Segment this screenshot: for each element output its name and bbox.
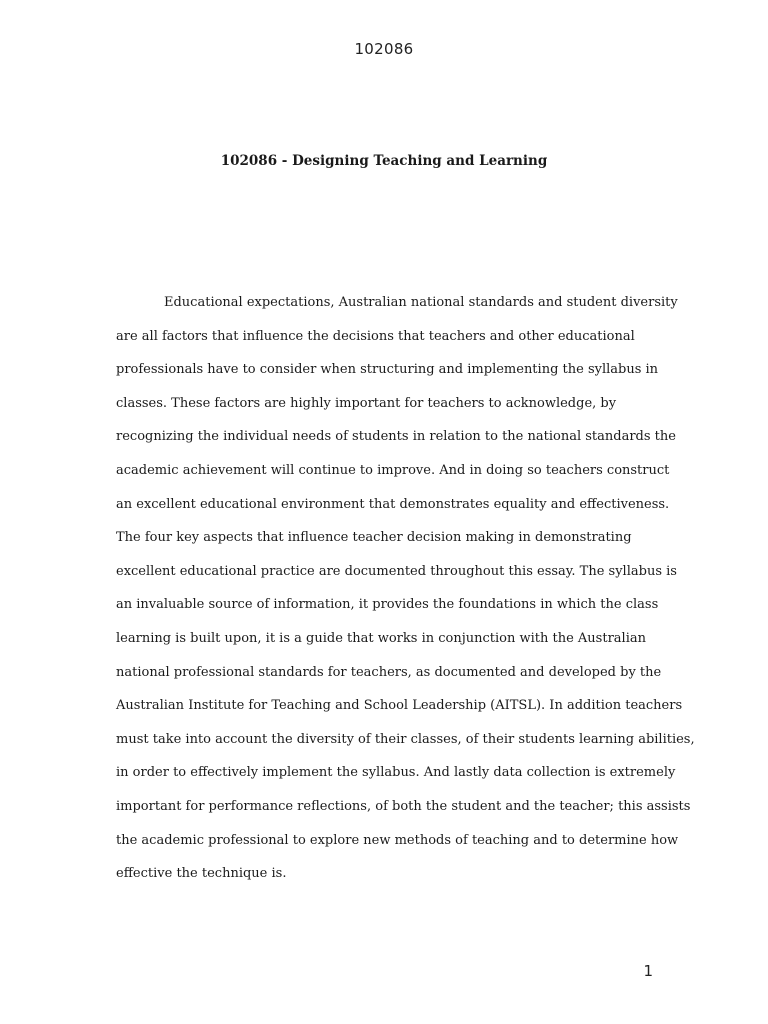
- running-header: 102086: [354, 40, 414, 58]
- body-paragraph: [116, 286, 695, 891]
- paragraph-line: in order to effectively implement the syllabus. And lastly data collection is extremely: [116, 765, 676, 781]
- paragraph-line: professionals have to consider when structuring and implementing the syllabus in: [116, 362, 659, 378]
- paragraph-line: an invaluable source of information, it provides the foundations in which the class: [116, 597, 659, 613]
- paragraph-line: recognizing the individual needs of students in relation to the national standards the: [116, 429, 676, 445]
- paragraph-line: classes. These factors are highly important for teachers to acknowledge, by: [116, 395, 617, 411]
- paragraph-line: learning is built upon, it is a guide that works in conjunction with the Australian: [116, 630, 646, 646]
- paragraph-line: effective the technique is.: [116, 866, 287, 882]
- paragraph-line: must take into account the diversity of their classes, of their students learning abilities,: [116, 731, 695, 747]
- paragraph-line: Educational expectations, Australian national standards and student diversity: [164, 295, 678, 310]
- paragraph-line: excellent educational practice are documented throughout this essay. The syllabus is: [116, 563, 677, 579]
- document-title: 102086 - Designing Teaching and Learning: [220, 153, 548, 169]
- paragraph-line: academic achievement will continue to improve. And in doing so teachers construct: [116, 462, 670, 478]
- page-number: 1: [643, 962, 653, 980]
- paragraph-line: national professional standards for teachers, as documented and developed by the: [116, 664, 662, 680]
- paragraph-line: an excellent educational environment that demonstrates equality and effectiveness.: [116, 496, 670, 512]
- paragraph-line: the academic professional to explore new methods of teaching and to determine how: [116, 832, 679, 848]
- paragraph-line: Australian Institute for Teaching and School Leadership (AITSL). In addition teachers: [116, 698, 683, 714]
- paragraph-line: The four key aspects that influence teacher decision making in demonstrating: [116, 530, 632, 546]
- paragraph-line: important for performance reflections, of both the student and the teacher; this assists: [116, 798, 691, 814]
- paragraph-line: are all factors that influence the decisions that teachers and other educational: [116, 328, 635, 344]
